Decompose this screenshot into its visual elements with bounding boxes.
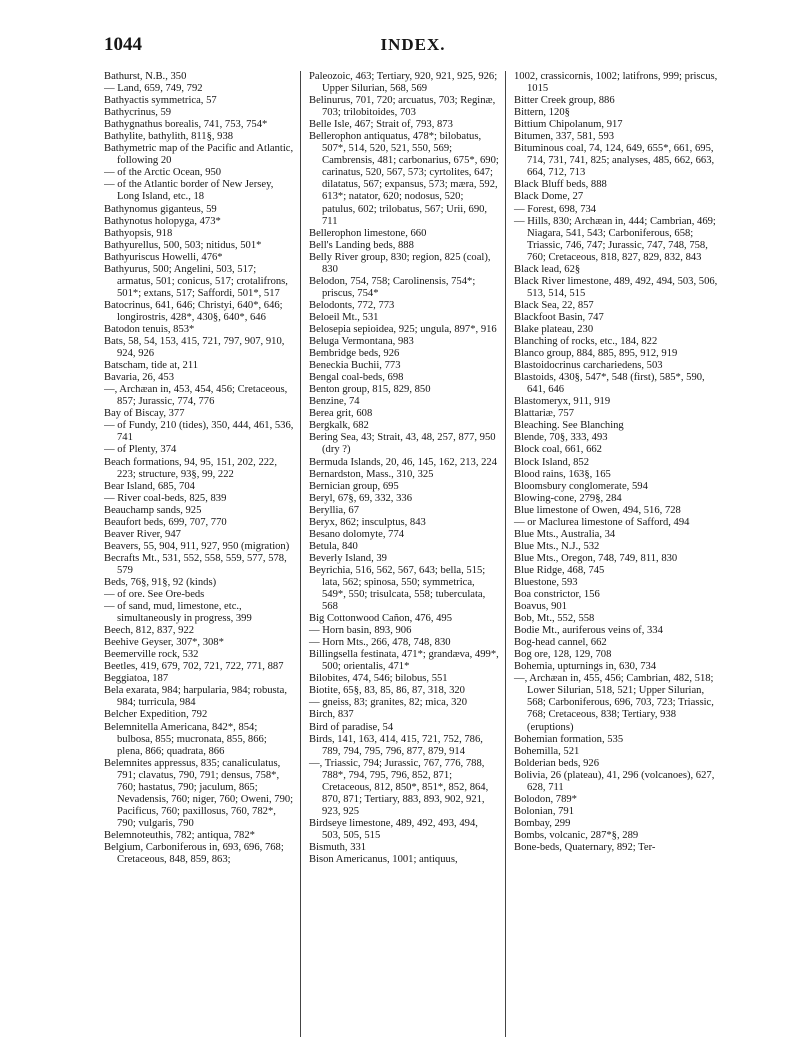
index-entry: Bone-beds, Quaternary, 892; Ter-	[514, 842, 656, 853]
index-column-middle	[309, 71, 499, 1037]
index-entry: 1002, crassicornis, 1002; latifrons, 999; priscus, 1015	[514, 71, 718, 95]
page-title: INDEX.	[380, 35, 446, 54]
index-entry: Beemerville rock, 532	[104, 649, 199, 661]
index-entry: Belle Isle, 467; Strait of, 793, 873	[309, 119, 453, 131]
index-columns	[104, 71, 724, 1037]
index-entry: Bay of Biscay, 377	[104, 408, 185, 420]
index-entry: Bathyurellus, 500, 503; nitidus, 501*	[104, 239, 262, 251]
index-entry: Billingsella festinata, 471*; grandæva, 499*, 500; orientalis, 471*	[309, 649, 499, 673]
index-entry: Bolivia, 26 (plateau), 41, 296 (volcanoes), 627, 628, 711	[514, 769, 715, 793]
index-column-left	[104, 71, 294, 1037]
index-entry: — of ore. See Ore-beds	[104, 589, 205, 601]
index-entry: Beaufort beds, 699, 707, 770	[104, 516, 227, 528]
index-entry: Bob, Mt., 552, 558	[514, 613, 595, 625]
index-entry: Beetles, 419, 679, 702, 721, 722, 771, 887	[104, 661, 284, 673]
index-entry: Bison Americanus, 1001; antiquus,	[309, 854, 458, 866]
index-entry: Black lead, 62§	[514, 263, 581, 275]
index-entry: Beryx, 862; insculptus, 843	[309, 516, 426, 528]
index-entry: Benzine, 74	[309, 396, 360, 408]
index-entry: Blastoidocrinus carchariedens, 503	[514, 360, 663, 372]
index-column-right	[514, 71, 722, 1037]
index-entry: Beggiatoa, 187	[104, 673, 169, 685]
index-entry: Bog ore, 128, 129, 708	[514, 649, 612, 661]
index-entry: — Land, 659, 749, 792	[104, 83, 203, 95]
index-entry: Besano dolomyte, 774	[309, 528, 405, 540]
index-entry: Bathynomus giganteus, 59	[104, 203, 217, 215]
index-entry: Beyrichia, 516, 562, 567, 643; bella, 515; lata, 562; spinosa, 550; symmetrica, 549*, 550; trisulcata, 558; tuberculata, 568	[309, 564, 486, 613]
index-entry: — Forest, 698, 734	[514, 203, 597, 215]
index-entry: Beloeil Mt., 531	[309, 311, 379, 323]
index-entry: Belcher Expedition, 792	[104, 709, 208, 721]
index-entry: Bismuth, 331	[309, 842, 367, 853]
index-entry: Beaver River, 947	[104, 528, 181, 540]
index-entry: Big Cottonwood Cañon, 476, 495	[309, 613, 453, 625]
index-entry: Bathyactis symmetrica, 57	[104, 95, 217, 107]
index-entry: — River coal-beds, 825, 839	[104, 492, 227, 504]
index-entry: Boa constrictor, 156	[514, 589, 600, 601]
index-entry: Bolderian beds, 926	[514, 757, 600, 769]
index-entry: Blue Mts., Oregon, 748, 749, 811, 830	[514, 552, 678, 564]
index-entry: Beauchamp sands, 925	[104, 504, 202, 516]
index-entry: Bluestone, 593	[514, 576, 578, 588]
index-entry: Beehive Geyser, 307*, 308*	[104, 637, 224, 649]
index-entry: Bleaching. See Blanching	[514, 420, 624, 432]
index-entry: Bathymetric map of the Pacific and Atlantic, following 20	[104, 143, 294, 167]
index-entry: Beavers, 55, 904, 911, 927, 950 (migration)	[104, 540, 290, 552]
index-entry: Bembridge beds, 926	[309, 348, 400, 360]
page-header	[104, 34, 722, 58]
index-entry: Blue Mts., Australia, 34	[514, 528, 616, 540]
index-entry: Bernardston, Mass., 310, 325	[309, 468, 434, 480]
index-entry: Bog-head cannel, 662	[514, 637, 607, 649]
index-entry: — of the Arctic Ocean, 950	[104, 167, 222, 179]
index-entry: —, Archæan in, 455, 456; Cambrian, 482, 518; Lower Silurian, 518, 521; Upper Silurian, 568; Carboniferous, 696, 703, 723; Triassic, 768; Cretaceous, 838; Tertiary, 938 (eruptions)	[514, 673, 714, 733]
index-entry: Bitter Creek group, 886	[514, 95, 615, 107]
index-entry: Bela exarata, 984; harpularia, 984; robusta, 984; turricula, 984	[104, 685, 287, 709]
index-entry: —, Archæan in, 453, 454, 456; Cretaceous, 857; Jurassic, 774, 776	[104, 384, 288, 408]
index-entry: Bilobites, 474, 546; bilobus, 551	[309, 673, 448, 685]
index-entry: Bellerophon antiquatus, 478*; bilobatus, 507*, 514, 520, 521, 550, 569; Cambrensis, 481; carbonarius, 675*, 690; carinatus, 520, 567, 573; cyrtolites, 647; dilatatus, 567; expansus, 573; mæra, 592, 613*; natator, 620; nodosus, 520; patulus, 602; trilobatus, 567; Urii, 690, 711	[309, 131, 499, 227]
index-entry: Bodie Mt., auriferous veins of, 334	[514, 625, 663, 637]
column-divider	[505, 71, 506, 1037]
index-entry: Bombay, 299	[514, 817, 571, 829]
index-entry: Bolodon, 789*	[514, 793, 577, 805]
index-entry: Beds, 76§, 91§, 92 (kinds)	[104, 576, 217, 588]
index-entry: Birdseye limestone, 489, 492, 493, 494, 503, 505, 515	[309, 817, 478, 841]
index-entry: — of Plenty, 374	[104, 444, 177, 456]
index-entry: Blood rains, 163§, 165	[514, 468, 611, 480]
index-entry: Bitumen, 337, 581, 593	[514, 131, 615, 143]
index-entry: Beryl, 67§, 69, 332, 336	[309, 492, 412, 504]
index-entry: — of the Atlantic border of New Jersey, Long Island, etc., 18	[104, 179, 274, 203]
index-entry: Bavaria, 26, 453	[104, 372, 175, 384]
index-entry: Bathynotus holopyga, 473*	[104, 215, 221, 227]
index-entry: Bathyuriscus Howelli, 476*	[104, 251, 223, 263]
index-entry: — or Maclurea limestone of Safford, 494	[514, 516, 690, 528]
index-entry: Biotite, 65§, 83, 85, 86, 87, 318, 320	[309, 685, 465, 697]
index-entry: Bathyurus, 500; Angelini, 503, 517; armatus, 501; conicus, 517; crotalifrons, 501*; extans, 517; Saffordi, 501*, 517	[104, 263, 288, 299]
index-entry: Bellerophon limestone, 660	[309, 227, 427, 239]
index-entry: Bloomsbury conglomerate, 594	[514, 480, 648, 492]
index-entry: Belodon, 754, 758; Carolinensis, 754*; priscus, 754*	[309, 275, 476, 299]
index-entry: Bernician group, 695	[309, 480, 399, 492]
index-entry: Belemnitella Americana, 842*, 854; bulbosa, 855; mucronata, 855, 866; plena, 866; quadrata, 866	[104, 721, 267, 757]
index-entry: Black Bluff beds, 888	[514, 179, 607, 191]
index-entry: Belosepia sepioidea, 925; ungula, 897*, 916	[309, 323, 497, 335]
index-entry: Belodonts, 772, 773	[309, 299, 395, 311]
index-entry: Blue Mts., N.J., 532	[514, 540, 600, 552]
index-entry: Bittium Chipolanum, 917	[514, 119, 623, 131]
index-entry: Paleozoic, 463; Tertiary, 920, 921, 925, 926; Upper Silurian, 568, 569	[309, 71, 498, 95]
index-entry: Beach formations, 94, 95, 151, 202, 222, 223; structure, 93§, 99, 222	[104, 456, 278, 480]
index-entry: Birds, 141, 163, 414, 415, 721, 752, 786, 789, 794, 795, 796, 877, 879, 914	[309, 733, 483, 757]
index-entry: Blanching of rocks, etc., 184, 822	[514, 336, 658, 348]
index-entry: Boavus, 901	[514, 601, 567, 613]
index-entry: Bermuda Islands, 20, 46, 145, 162, 213, 224	[309, 456, 498, 468]
index-entry: Becrafts Mt., 531, 552, 558, 559, 577, 578, 579	[104, 552, 287, 576]
index-entry: Blanco group, 884, 885, 895, 912, 919	[514, 348, 678, 360]
index-entry: Bergkalk, 682	[309, 420, 369, 432]
index-entry: Beluga Vermontana, 983	[309, 336, 414, 348]
index-entry: Berea grit, 608	[309, 408, 373, 420]
index-entry: Bohemilla, 521	[514, 745, 580, 757]
index-entry: Bengal coal-beds, 698	[309, 372, 404, 384]
index-entry: Bathurst, N.B., 350	[104, 71, 187, 82]
index-entry: Betula, 840	[309, 540, 358, 552]
index-entry: Bohemian formation, 535	[514, 733, 624, 745]
index-entry: —, Triassic, 794; Jurassic, 767, 776, 788, 788*, 794, 795, 796, 852, 871; Cretaceous, 812, 850*, 851*, 852, 864, 870, 871; Tertiary, 883, 893, 902, 921, 923, 925	[309, 757, 489, 817]
index-entry: Beryllia, 67	[309, 504, 360, 516]
index-entry: Belemnoteuthis, 782; antiqua, 782*	[104, 829, 255, 841]
index-entry: — gneiss, 83; granites, 82; mica, 320	[309, 697, 468, 709]
index-entry: — Horn basin, 893, 906	[309, 625, 412, 637]
index-entry: Benton group, 815, 829, 850	[309, 384, 431, 396]
index-entry: Black Dome, 27	[514, 191, 584, 203]
index-entry: Bell's Landing beds, 888	[309, 239, 414, 251]
index-entry: Black River limestone, 489, 492, 494, 503, 506, 513, 514, 515	[514, 275, 718, 299]
index-entry: — of Fundy, 210 (tides), 350, 444, 461, 536, 741	[104, 420, 294, 444]
index-entry: Bathycrinus, 59	[104, 107, 172, 119]
column-divider	[300, 71, 301, 1037]
index-entry: Blue Ridge, 468, 745	[514, 564, 605, 576]
index-entry: Belgium, Carboniferous in, 693, 696, 768; Cretaceous, 848, 859, 863;	[104, 842, 284, 866]
index-entry: Bombs, volcanic, 287*§, 289	[514, 829, 639, 841]
index-entry: Black Sea, 22, 857	[514, 299, 594, 311]
index-entry: Bohemia, upturnings in, 630, 734	[514, 661, 657, 673]
index-entry: Belly River group, 830; region, 825 (coal), 830	[309, 251, 491, 275]
index-entry: Belinurus, 701, 720; arcuatus, 703; Reginæ, 703; trilobitoides, 703	[309, 95, 496, 119]
index-entry: Birch, 837	[309, 709, 354, 721]
index-entry: Beneckia Buchii, 773	[309, 360, 401, 372]
page-number: 1044	[104, 34, 142, 55]
index-entry: Bituminous coal, 74, 124, 649, 655*, 661, 695, 714, 731, 741, 825; analyses, 485, 662, 663, 664, 712, 713	[514, 143, 715, 179]
index-entry: Blake plateau, 230	[514, 323, 594, 335]
index-entry: Batodon tenuis, 853*	[104, 323, 195, 335]
index-entry: Belemnites appressus, 835; canaliculatus, 791; clavatus, 790, 791; densus, 758*, 760; hastatus, 790; jaculum, 865; Nevadensis, 760; niger, 760; Oweni, 790; Pacificus, 760; paxillosus, 760, 782*, 790; vulgaris, 790	[104, 757, 294, 829]
index-entry: Blende, 70§, 333, 493	[514, 432, 608, 444]
index-entry: Blue limestone of Owen, 494, 516, 728	[514, 504, 681, 516]
index-entry: Bird of paradise, 54	[309, 721, 394, 733]
index-entry: Bathyopsis, 918	[104, 227, 173, 239]
index-entry: Beverly Island, 39	[309, 552, 387, 564]
index-entry: Blastomeryx, 911, 919	[514, 396, 611, 408]
index-entry: Bats, 58, 54, 153, 415, 721, 797, 907, 910, 924, 926	[104, 336, 285, 360]
index-entry: Blackfoot Basin, 747	[514, 311, 604, 323]
index-entry: — Horn Mts., 266, 478, 748, 830	[309, 637, 451, 649]
index-entry: Bolonian, 791	[514, 805, 575, 817]
index-entry: Block Island, 852	[514, 456, 590, 468]
index-entry: Bittern, 120§	[514, 107, 570, 119]
index-entry: Batscham, tide at, 211	[104, 360, 199, 372]
index-entry: Bering Sea, 43; Strait, 43, 48, 257, 877, 950 (dry ?)	[309, 432, 496, 456]
index-entry: Bathylite, bathylith, 811§, 938	[104, 131, 234, 143]
index-entry: — of sand, mud, limestone, etc., simultaneously in progress, 399	[104, 601, 252, 625]
index-entry: Blattariæ, 757	[514, 408, 575, 420]
index-entry: Beech, 812, 837, 922	[104, 625, 195, 637]
index-entry: Block coal, 661, 662	[514, 444, 602, 456]
index-entry: — Hills, 830; Archæan in, 444; Cambrian, 469; Niagara, 541, 543; Carboniferous, 658; Triassic, 746, 747; Jurassic, 747, 748, 758, 760; Cretaceous, 818, 827, 829, 832, 843	[514, 215, 716, 263]
index-entry: Blowing-cone, 279§, 284	[514, 492, 622, 504]
index-entry: Bear Island, 685, 704	[104, 480, 195, 492]
index-entry: Bathygnathus borealis, 741, 753, 754*	[104, 119, 268, 131]
index-entry: Batocrinus, 641, 646; Christyi, 640*, 646; longirostris, 428*, 430§, 640*, 646	[104, 299, 283, 323]
index-entry: Blastoids, 430§, 547*, 548 (first), 585*, 590, 641, 646	[514, 372, 705, 396]
